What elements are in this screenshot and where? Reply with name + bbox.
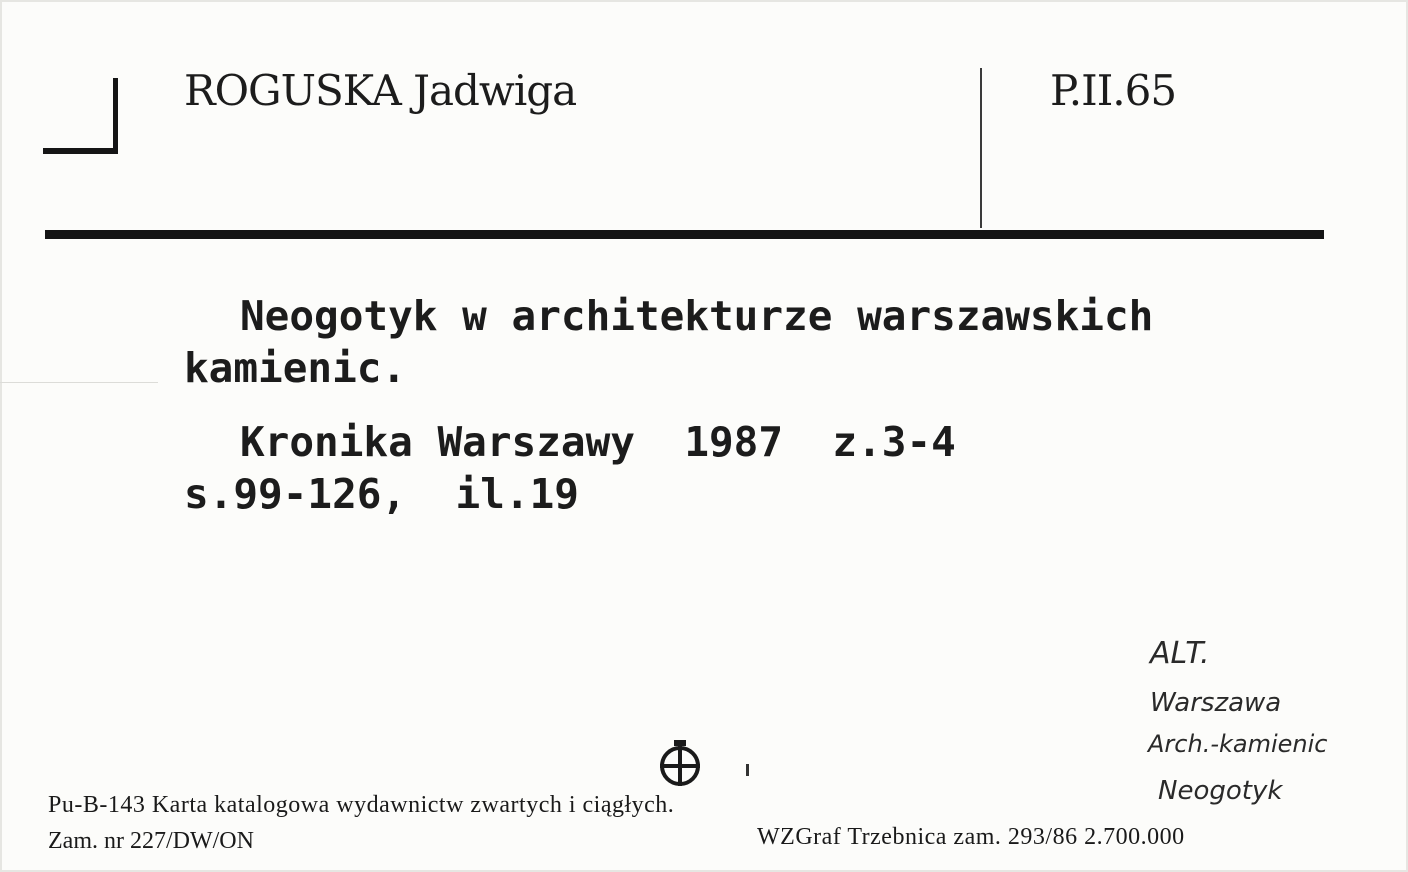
printer-tick-mark <box>746 764 749 776</box>
source-line-1: Kronika Warszawy 1987 z.3-4 <box>240 418 956 466</box>
handwritten-note-4: Neogotyk <box>1158 776 1283 806</box>
corner-bracket-vertical <box>113 78 118 154</box>
header-divider <box>980 68 982 228</box>
title-line-1: Neogotyk w architekturze warszawskich <box>240 292 1154 340</box>
margin-line <box>0 382 158 383</box>
order-number-line: Zam. nr 227/DW/ON <box>48 828 254 854</box>
handwritten-note-1: ALT. <box>1150 636 1210 671</box>
header-rule <box>45 230 1324 239</box>
source-line-2: s.99-126, il.19 <box>184 470 579 518</box>
circled-cross-emblem-icon <box>652 738 708 790</box>
form-code-line: Pu-B-143 Karta katalogowa wydawnictw zwartych i ciągłych. <box>48 792 675 818</box>
shelfmark: P.II.65 <box>1050 66 1177 115</box>
printer-line: WZGraf Trzebnica zam. 293/86 2.700.000 <box>757 824 1185 850</box>
title-line-2: kamienic. <box>184 344 407 392</box>
handwritten-note-2: Warszawa <box>1150 688 1282 718</box>
handwritten-note-3: Arch.-kamienic <box>1148 730 1328 758</box>
corner-bracket-horizontal <box>43 148 118 154</box>
author-heading: ROGUSKA Jadwiga <box>184 66 577 115</box>
